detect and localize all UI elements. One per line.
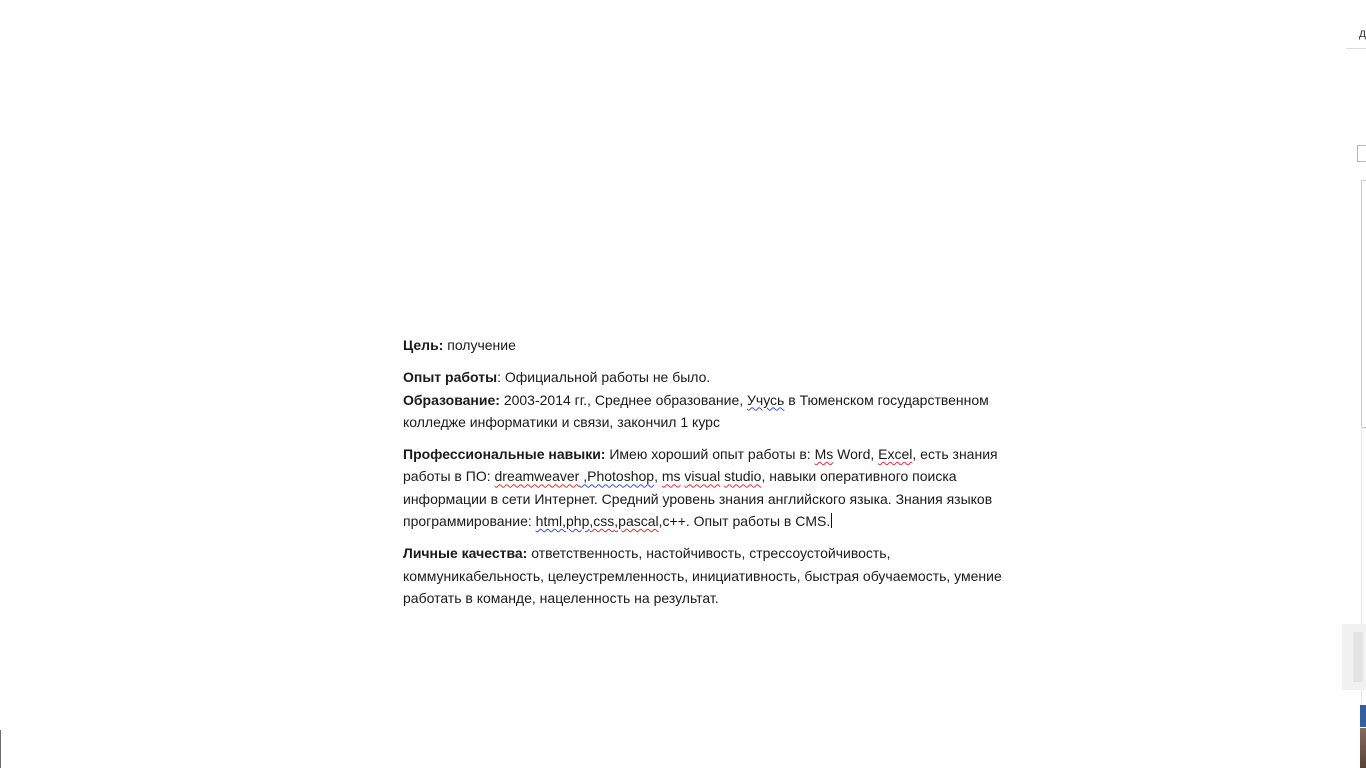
- skills-text-8: ,c++. Опыт работы в CMS.: [658, 513, 831, 530]
- education-label: Образование:: [403, 391, 500, 408]
- qualities-label: Личные качества:: [403, 545, 528, 562]
- desktop-background-edge: [1360, 728, 1366, 768]
- spell-flagged-word[interactable]: ,pascal: [614, 513, 659, 530]
- goal-label: Цель:: [403, 337, 444, 353]
- document-body[interactable]: [403, 334, 1013, 609]
- grammar-flagged-word[interactable]: ,Photoshop: [579, 468, 655, 485]
- skills-text-7: , навыки оперативного поиска информации в сети Интернет. Средний уровень знания английского языка. Знания языков программирование:: [403, 468, 993, 530]
- ribbon-divider: [1346, 48, 1366, 49]
- spell-flagged-word[interactable]: ms: [661, 468, 681, 485]
- spell-flagged-word[interactable]: Excel: [878, 446, 913, 463]
- education-text-2: в Тюменском государственном колледже информатики и связи, закончил 1 курс: [403, 391, 989, 430]
- grammar-flagged-word[interactable]: Учусь: [747, 391, 785, 408]
- skills-label: Профессиональные навыки:: [403, 446, 606, 463]
- skills-paragraph: [403, 443, 1013, 532]
- side-panel: [1361, 180, 1366, 428]
- taskbar-app-icon[interactable]: [1360, 705, 1366, 727]
- experience-text: : Официальной работы не было.: [497, 369, 711, 386]
- education-text-1: 2003-2014 гг., Среднее образование,: [499, 391, 748, 408]
- skills-text-3: , есть знания работы в ПО:: [403, 446, 998, 485]
- text-cursor: [831, 513, 832, 528]
- skills-text-4: ,: [654, 468, 662, 485]
- experience-paragraph: [403, 366, 1013, 388]
- window-left-border: [0, 730, 1, 768]
- qualities-text: ответственность, настойчивость, стрессоустойчивость, коммуникабельность, целеустремленность, инициативность, быстрая обучаемость, умение работать в команде, нацеленность на результат.: [403, 545, 1002, 606]
- spell-flagged-word[interactable]: dreamweaver: [494, 468, 580, 485]
- spell-flagged-word[interactable]: ,css: [589, 513, 615, 530]
- spell-flagged-word[interactable]: visual: [684, 468, 721, 485]
- goal-paragraph: [403, 334, 1013, 356]
- goal-text: получение: [443, 337, 516, 353]
- skills-text-1: Имею хороший опыт работы в:: [605, 446, 815, 463]
- spell-flagged-word[interactable]: studio: [724, 468, 762, 485]
- side-panel-handle[interactable]: [1357, 145, 1366, 162]
- qualities-paragraph: [403, 542, 1013, 609]
- experience-label: Опыт работы: [403, 369, 498, 386]
- ribbon-edge-label[interactable]: д: [1359, 26, 1366, 40]
- education-paragraph: [403, 389, 1013, 434]
- grammar-flagged-word[interactable]: html,php: [535, 513, 590, 530]
- skills-text-2: Word,: [833, 446, 879, 463]
- scrollbar-thumb[interactable]: [1353, 632, 1363, 682]
- spell-flagged-word[interactable]: Ms: [814, 446, 834, 463]
